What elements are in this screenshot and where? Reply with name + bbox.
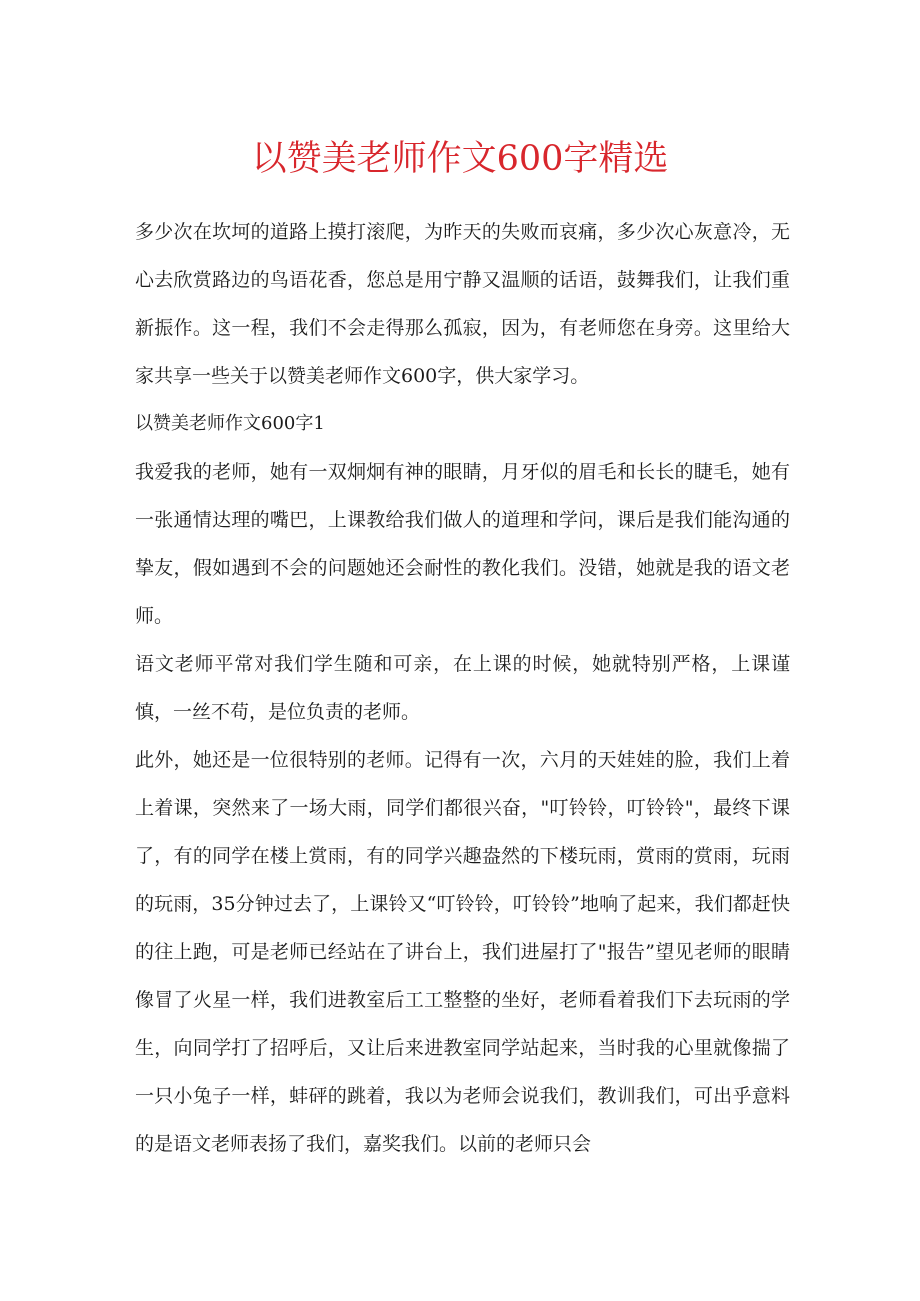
intro-paragraph: 多少次在坎坷的道路上摸打滚爬，为昨天的失败而哀痛，多少次心灰意冷，无心去欣赏路边的鸟语花香，您总是用宁静又温顺的话语，鼓舞我们，让我们重新振作。这一程，我们不会走得那么孤寂，因为，有老师您在身旁。这里给大家共享一些关于以赞美老师作文600字，供大家学习。 [135, 221, 790, 387]
document-title: 以赞美老师作文600字精选 [251, 139, 669, 179]
body-paragraph: 我爱我的老师，她有一双炯炯有神的眼睛，月牙似的眉毛和长长的睫毛，她有一张通情达理的嘴巴，上课教给我们做人的道理和学问，课后是我们能沟通的挚友，假如遇到不会的问题她还会耐性的教化我们。没错，她就是我的语文老师。 [135, 461, 790, 627]
section-heading: 以赞美老师作文600字1 [135, 413, 325, 434]
body-paragraph: 此外，她还是一位很特别的老师。记得有一次，六月的天娃娃的脸，我们上着上着课，突然来了一场大雨，同学们都很兴奋，"叮铃铃，叮铃铃"，最终下课了，有的同学在楼上赏雨，有的同学兴趣盎然的下楼玩雨，赏雨的赏雨，玩雨的玩雨，35分钟过去了，上课铃又“叮铃铃，叮铃铃”地响了起来，我们都赶快的往上跑，可是老师已经站在了讲台上，我们进屋打了"报告”望见老师的眼睛像冒了火星一样，我们进教室后工工整整的坐好，老师看着我们下去玩雨的学生，向同学打了招呼后，又让后来进教室同学站起来，当时我的心里就像揣了一只小兔子一样，蚌砰的跳着，我以为老师会说我们，教训我们，可出乎意料的是语文老师表扬了我们，嘉奖我们。以前的老师只会 [135, 749, 790, 1155]
document-body [135, 208, 790, 1168]
body-paragraph: 语文老师平常对我们学生随和可亲，在上课的时候，她就特别严格，上课谨慎，一丝不苟，是位负责的老师。 [135, 653, 790, 723]
